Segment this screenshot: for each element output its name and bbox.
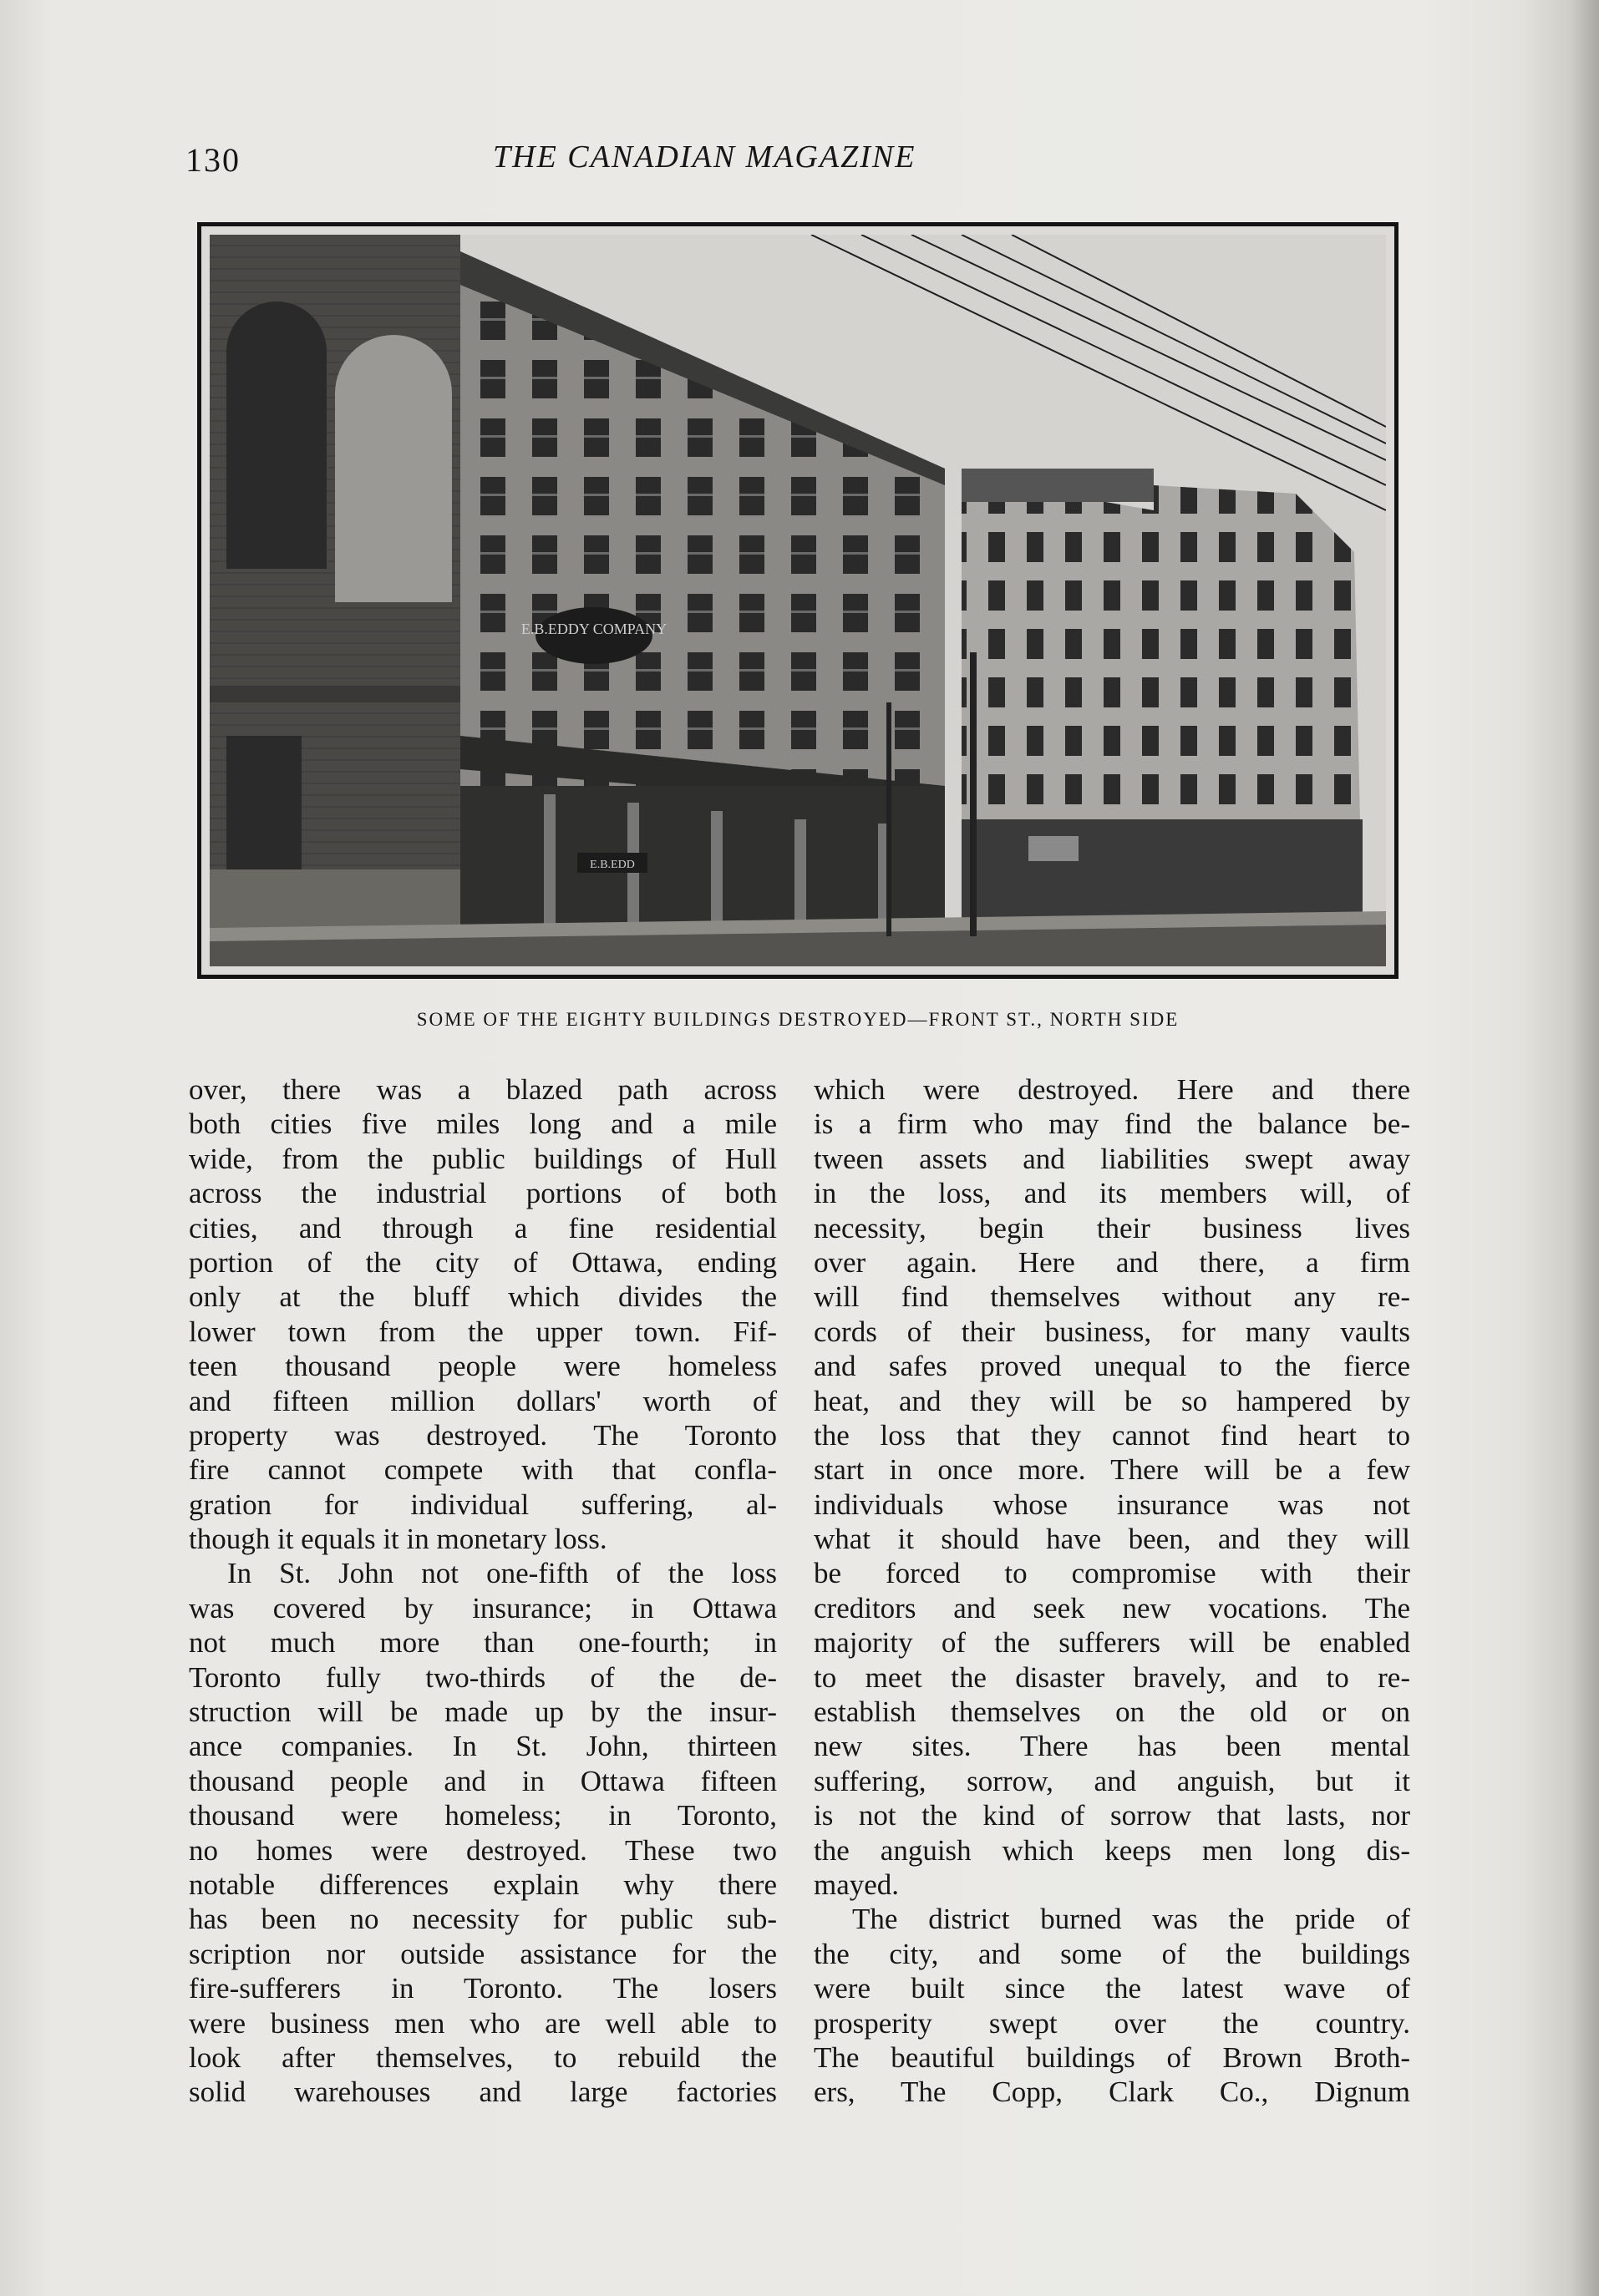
text-line: scription nor outside assistance for the — [189, 1937, 777, 1970]
text-line: across the industrial portions of both — [189, 1177, 777, 1210]
text-line: ance companies. In St. John, thirteen — [189, 1730, 777, 1763]
text-line: was covered by insurance; in Ottawa — [189, 1591, 777, 1624]
text-line: tween assets and liabilities swept away — [814, 1142, 1410, 1175]
text-line: the loss that they cannot find heart to — [814, 1418, 1410, 1452]
text-line: prosperity swept over the country. — [814, 2006, 1410, 2040]
text-line: what it should have been, and they will — [814, 1523, 1410, 1556]
text-line: majority of the sufferers will be enabled — [814, 1626, 1410, 1660]
text-line: heat, and they will be so hampered by — [814, 1384, 1410, 1417]
left-text-column — [189, 1072, 777, 2110]
text-line: to meet the disaster bravely, and to re- — [814, 1660, 1410, 1694]
figure-caption: SOME OF THE EIGHTY BUILDINGS DESTROYED—FRONT ST., NORTH SIDE — [416, 1009, 1180, 1030]
text-line: is a firm who may find the balance be- — [814, 1107, 1410, 1141]
text-line: establish themselves on the old or on — [814, 1695, 1410, 1729]
text-line: fire cannot compete with that confla- — [189, 1453, 777, 1487]
text-line: over again. Here and there, a firm — [814, 1245, 1410, 1279]
text-line: not much more than one-fourth; in — [189, 1626, 777, 1660]
street-photograph — [210, 235, 1386, 966]
text-line: look after themselves, to rebuild the — [189, 2040, 777, 2074]
text-line: is not the kind of sorrow that lasts, nor — [814, 1799, 1410, 1832]
text-line: struction will be made up by the insur- — [189, 1695, 777, 1729]
text-line: new sites. There has been mental — [814, 1730, 1410, 1763]
store-sign-text: E.B.EDD — [590, 859, 635, 871]
text-line: notable differences explain why there — [189, 1868, 777, 1901]
text-line: fire-sufferers in Toronto. The losers — [189, 1972, 777, 2005]
text-line: necessity, begin their business lives — [814, 1211, 1410, 1244]
text-line: were built since the latest wave of — [814, 1972, 1410, 2005]
text-line: individuals whose insurance was not — [814, 1488, 1410, 1521]
text-line: suffering, sorrow, and anguish, but it — [814, 1764, 1410, 1797]
text-line: has been no necessity for public sub- — [189, 1903, 777, 1936]
text-line: over, there was a blazed path across — [189, 1073, 777, 1106]
text-line: were business men who are well able to — [189, 2006, 777, 2040]
text-line: creditors and seek new vocations. The — [814, 1591, 1410, 1624]
text-line: be forced to compromise with their — [814, 1557, 1410, 1590]
text-line: mayed. — [814, 1868, 900, 1901]
text-line: thousand were homeless; in Toronto, — [189, 1799, 777, 1832]
text-line: in the loss, and its members will, of — [814, 1177, 1410, 1210]
text-line: The beautiful buildings of Brown Broth- — [814, 2040, 1410, 2074]
text-line: teen thousand people were homeless — [189, 1350, 777, 1383]
text-line: start in once more. There will be a few — [814, 1453, 1410, 1487]
page-number: 130 — [185, 141, 241, 179]
text-line: which were destroyed. Here and there — [814, 1073, 1410, 1106]
text-line: ers, The Copp, Clark Co., Dignum — [814, 2076, 1410, 2109]
text-line: the city, and some of the buildings — [814, 1937, 1410, 1970]
running-title: THE CANADIAN MAGAZINE — [493, 139, 916, 175]
photo-frame — [197, 222, 1398, 979]
text-line: cords of their business, for many vaults — [814, 1315, 1410, 1348]
text-line: will find themselves without any re- — [814, 1280, 1410, 1314]
text-line: property was destroyed. The Toronto — [189, 1418, 777, 1452]
text-line: both cities five miles long and a mile — [189, 1107, 777, 1141]
text-line: and fifteen million dollars' worth of — [189, 1384, 777, 1417]
hanging-sign-text: E.B.EDDY COMPANY — [520, 621, 668, 637]
text-line: no homes were destroyed. These two — [189, 1833, 777, 1867]
right-text-column — [814, 1072, 1410, 2110]
text-line: though it equals it in monetary loss. — [189, 1523, 607, 1556]
text-line: In St. John not one-fifth of the loss — [227, 1557, 777, 1590]
text-line: thousand people and in Ottawa fifteen — [189, 1764, 777, 1797]
text-line: only at the bluff which divides the — [189, 1280, 777, 1314]
text-line: lower town from the upper town. Fif- — [189, 1315, 777, 1348]
text-line: portion of the city of Ottawa, ending — [189, 1245, 777, 1279]
text-line: Toronto fully two-thirds of the de- — [189, 1660, 777, 1694]
text-line: cities, and through a fine residential — [189, 1211, 777, 1244]
text-line: gration for individual suffering, al- — [189, 1488, 777, 1521]
text-line: solid warehouses and large factories — [189, 2076, 777, 2109]
text-line: the anguish which keeps men long dis- — [814, 1833, 1410, 1867]
text-line: wide, from the public buildings of Hull — [189, 1142, 777, 1175]
text-line: The district burned was the pride of — [852, 1903, 1410, 1936]
text-line: and safes proved unequal to the fierce — [814, 1350, 1410, 1383]
